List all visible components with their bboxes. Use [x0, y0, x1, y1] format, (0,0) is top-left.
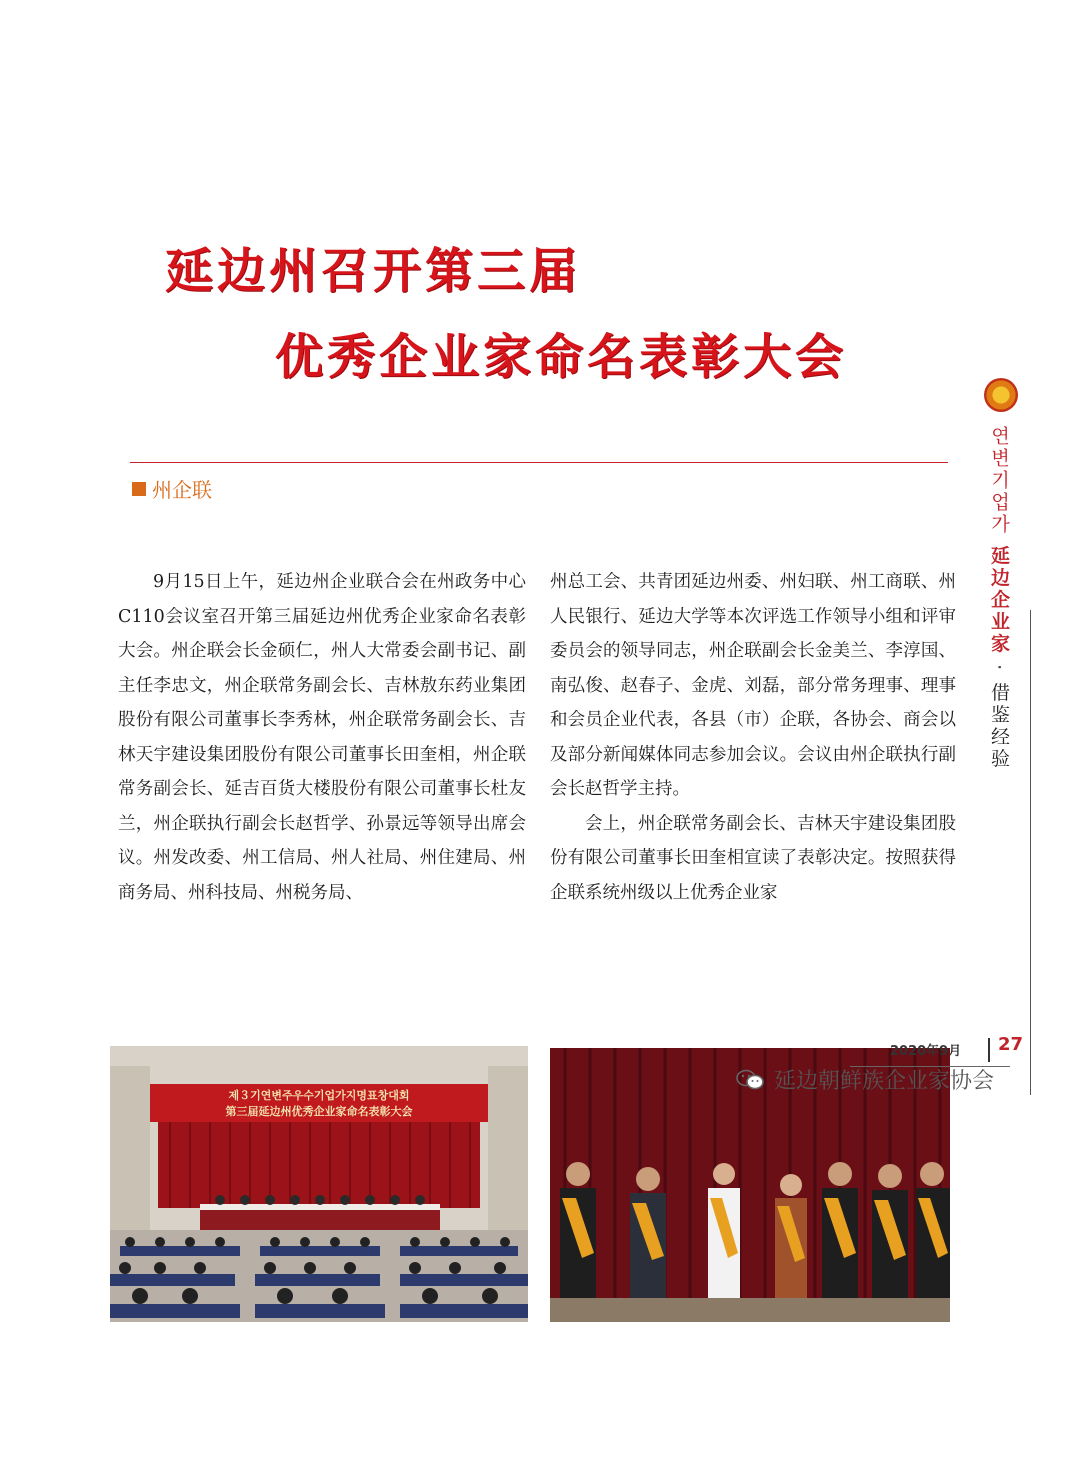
margin-vertical-rule: [1030, 610, 1031, 1095]
article-paragraph: 9月15日上午，延边州企业联合会在州政务中心C110会议室召开第三届延边州优秀企业家命名表彰大会。州企联会长金硕仁，州人大常委会副书记、副主任李忠文，州企联常务副会长、吉林敖东药业集团股份有限公司董事长李秀林，州企联常务副会长、吉林天宇建设集团股份有限公司董事长田奎相，州企联常务副会长、延吉百货大楼股份有限公司董事长杜友兰，州企联执行副会长赵哲学、孙景远等领导出席会议。州发改委、州工信局、州人社局、州住建局、州商务局、州科技局、州税务局、: [118, 572, 526, 903]
section-divider: [130, 462, 948, 463]
margin-vertical-label: [986, 426, 1013, 770]
article-paragraph: 会上，州企联常务副会长、吉林天宇建设集团股份有限公司董事长田奎相宣读了表彰决定。按照获得企联系统州级以上优秀企业家: [550, 813, 956, 903]
footer-separator: [988, 1038, 990, 1062]
title-line-2: 优秀企业家命名表彰大会: [275, 329, 848, 385]
article-paragraph: 州总工会、共青团延边州委、州妇联、州工商联、州人民银行、延边大学等本次评选工作领导小组和评审委员会的领导同志，州企联副会长金美兰、李淳国、南弘俊、赵春子、金虎、刘磊，部分常务理事、理事和会员企业代表，各县（市）企联，各协会、商会以及部分新闻媒体同志参加会议。会议由州企联执行副会长赵哲学主持。: [550, 572, 956, 799]
conference-hall-photo: [110, 1046, 528, 1322]
margin-korean-text: 연변기업가: [988, 426, 1010, 536]
magazine-logo-icon: [984, 378, 1018, 412]
margin-column-text: 借鉴经验: [988, 682, 1010, 771]
margin-dot: ·: [988, 664, 1010, 674]
title-line-1: 延边州召开第三届: [165, 243, 582, 299]
margin-chinese-text: 延边企业家: [988, 545, 1010, 656]
section-label: [132, 474, 212, 503]
banner-chinese-text: 第三届延边州优秀企业家命名表彰大会: [225, 1105, 413, 1118]
article-column-1: [118, 565, 526, 910]
issue-date: 2020年9月: [890, 1044, 962, 1059]
watermark-text: 延边朝鲜族企业家协会: [774, 1069, 995, 1094]
wechat-icon: [736, 1069, 764, 1091]
conference-hall-image: [110, 1046, 528, 1322]
square-bullet-icon: [132, 482, 146, 496]
page-number: 27: [998, 1034, 1024, 1055]
wechat-watermark: [736, 1064, 994, 1095]
banner-korean-text: 제３기연변주우수기업가지명표창대회: [228, 1089, 410, 1102]
article-column-2: [550, 565, 956, 910]
section-label-text: 州企联: [152, 478, 212, 502]
